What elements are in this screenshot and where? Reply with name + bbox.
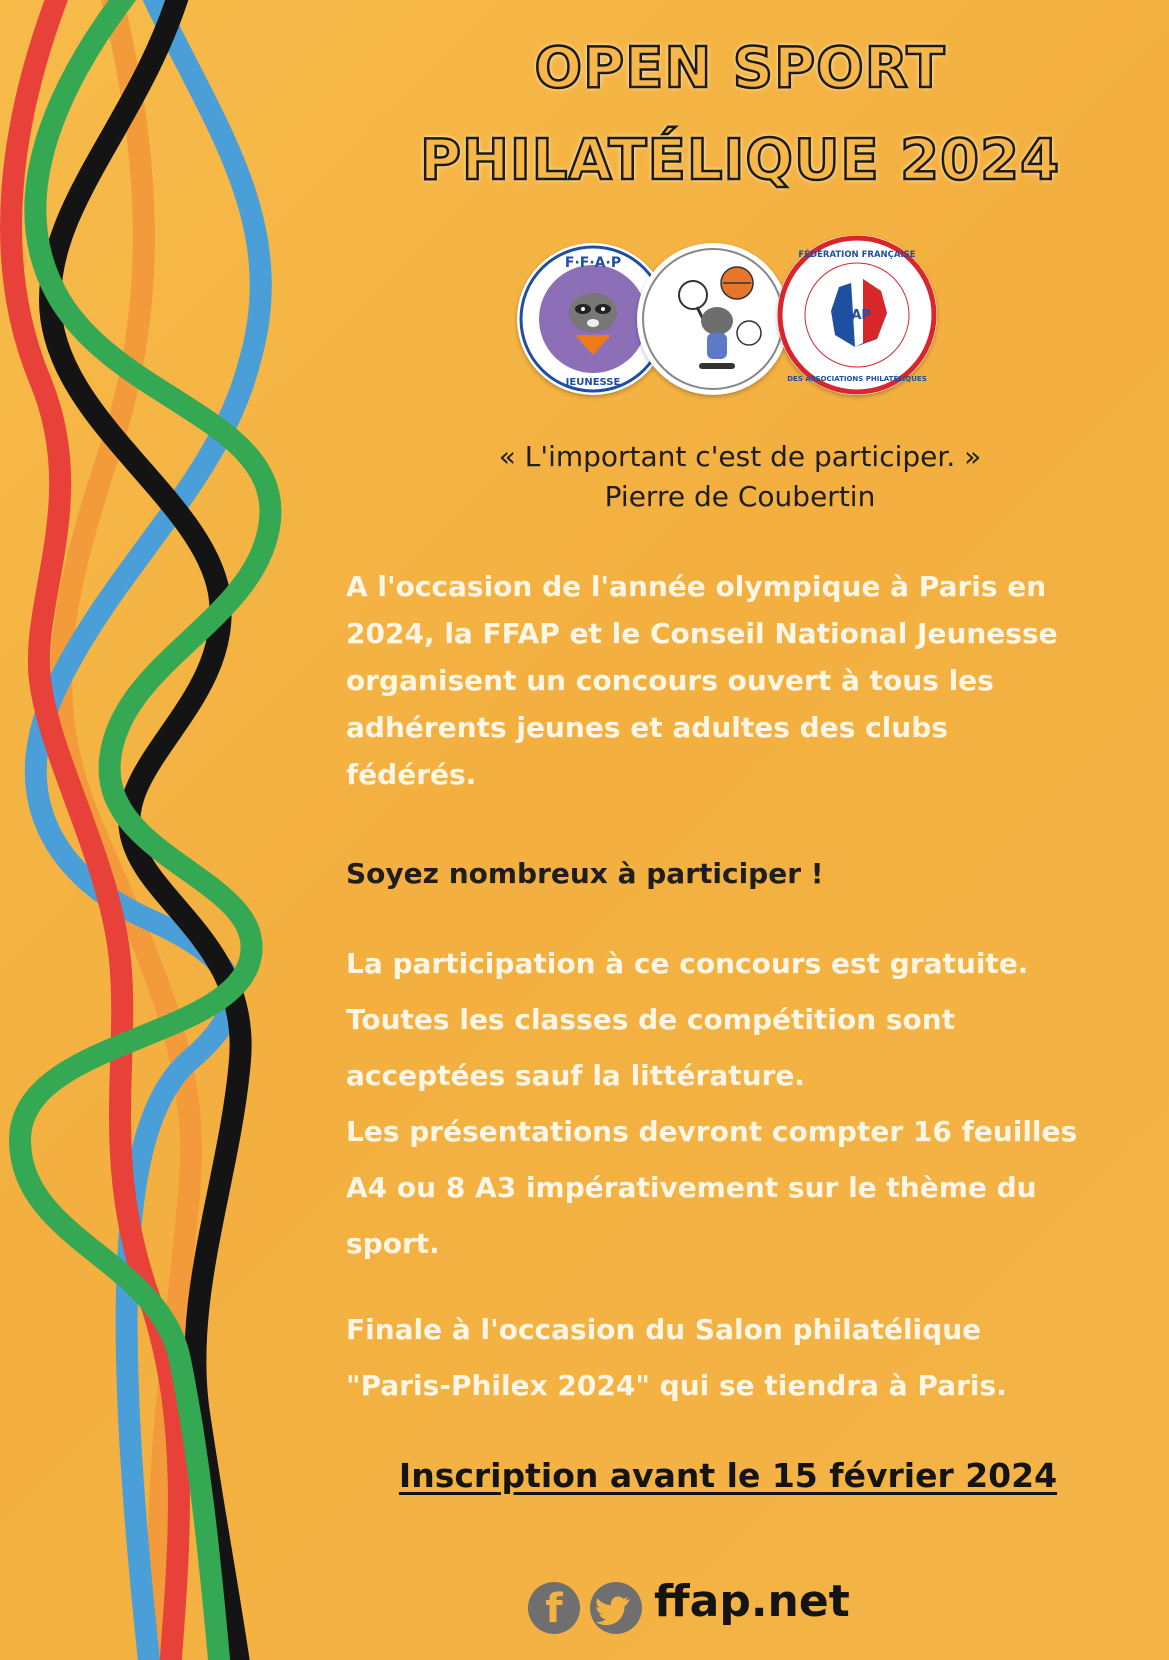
finale-line: "Paris-Philex 2024" qui se tiendra à Paris. — [346, 1369, 1007, 1402]
svg-text:DES ASSOCIATIONS PHILATÉLIQUES: DES ASSOCIATIONS PHILATÉLIQUES — [787, 375, 927, 383]
call-to-action: Soyez nombreux à participer ! — [346, 857, 824, 890]
facebook-glyph: f — [545, 1586, 563, 1632]
quote-author: Pierre de Coubertin — [604, 480, 876, 513]
rules-paragraph — [346, 936, 1106, 1272]
registration-deadline: Inscription avant le 15 février 2024 — [398, 1456, 1058, 1495]
svg-text:FÉDÉRATION FRANÇAISE: FÉDÉRATION FRANÇAISE — [798, 250, 916, 260]
svg-text:FFAP: FFAP — [835, 308, 871, 323]
olympic-ribbons-decoration — [0, 0, 330, 1660]
intro-line: organisent un concours ouvert à tous les — [346, 664, 994, 697]
rules-line: Les présentations devront compter 16 feuilles — [346, 1115, 1078, 1148]
intro-paragraph — [346, 563, 1106, 798]
intro-line: fédérés. — [346, 758, 477, 791]
twitter-icon[interactable] — [590, 1582, 642, 1634]
finale-line: Finale à l'occasion du Salon philatélique — [346, 1313, 982, 1346]
rules-line: La participation à ce concours est gratuite. — [346, 947, 1029, 980]
federation-francaise-logo — [777, 235, 937, 395]
finale-paragraph — [346, 1302, 1106, 1414]
svg-text:JEUNESSE: JEUNESSE — [565, 377, 621, 388]
rules-line: acceptées sauf la littérature. — [346, 1059, 805, 1092]
svg-text:F·F·A·P: F·F·A·P — [564, 255, 622, 271]
title-line-1: OPEN SPORT — [534, 36, 946, 101]
rules-line: A4 ou 8 A3 impérativement sur le thème du — [346, 1171, 1037, 1204]
facebook-icon[interactable] — [528, 1582, 580, 1634]
intro-line: 2024, la FFAP et le Conseil National Jeunesse — [346, 617, 1058, 650]
footer — [528, 1578, 928, 1638]
rules-line: sport. — [346, 1227, 440, 1260]
sport-raccoon-logo — [637, 243, 789, 395]
website-link[interactable]: ffap.net — [654, 1576, 850, 1627]
logo-row — [517, 243, 987, 413]
intro-line: A l'occasion de l'année olympique à Paris en — [346, 570, 1047, 603]
title-line-2: PHILATÉLIQUE 2024 — [419, 128, 1061, 193]
intro-line: adhérents jeunes et adultes des clubs — [346, 711, 948, 744]
quote-text: « L'important c'est de participer. » — [498, 440, 982, 473]
rules-line: Toutes les classes de compétition sont — [346, 1003, 956, 1036]
